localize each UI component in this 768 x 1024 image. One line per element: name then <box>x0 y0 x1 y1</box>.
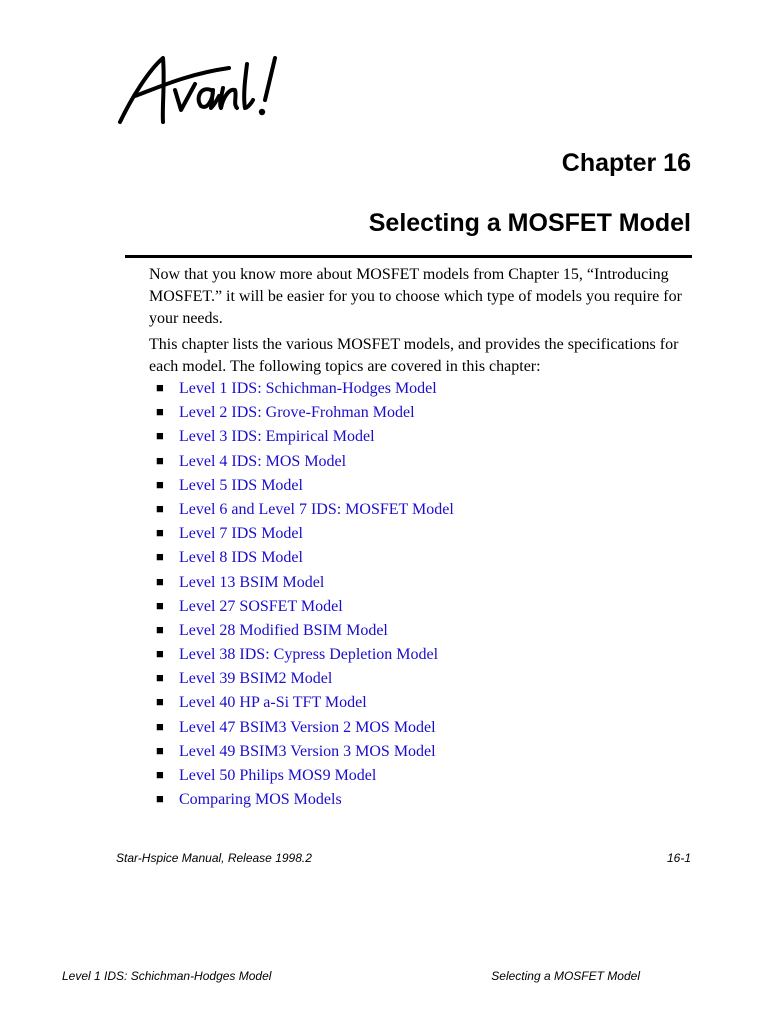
topic-item[interactable] <box>156 449 454 473</box>
bullet-square-icon: ■ <box>156 694 164 710</box>
intro-paragraph-2: This chapter lists the various MOSFET models, and provides the specifications for each model. The following topics are covered in this chapter: <box>149 336 679 375</box>
topic-link[interactable]: Level 2 IDS: Grove-Frohman Model <box>179 404 415 422</box>
topic-link[interactable]: Level 38 IDS: Cypress Depletion Model <box>179 646 439 664</box>
topic-link[interactable]: Level 47 BSIM3 Version 2 MOS Model <box>179 718 436 736</box>
bullet-square-icon: ■ <box>156 718 164 734</box>
topic-item[interactable] <box>156 545 454 569</box>
topic-link[interactable]: Comparing MOS Models <box>179 791 342 809</box>
bullet-square-icon: ■ <box>156 597 164 613</box>
topic-link[interactable]: Level 3 IDS: Empirical Model <box>179 428 375 446</box>
topic-item[interactable] <box>156 618 454 642</box>
intro-paragraph-1: Now that you know more about MOSFET models from Chapter 15, “Introducing MOSFET.” it will be easier for you to choose which type of models you require for your needs. <box>149 266 682 327</box>
topic-item[interactable] <box>156 570 454 594</box>
chapter-title: Selecting a MOSFET Model <box>368 209 691 237</box>
topic-item[interactable] <box>156 473 454 497</box>
title-rule <box>125 255 692 258</box>
topic-link[interactable]: Level 5 IDS Model <box>179 476 303 494</box>
topic-item[interactable] <box>156 763 454 787</box>
topic-link[interactable]: Level 27 SOSFET Model <box>179 597 343 615</box>
topic-item[interactable] <box>156 376 454 400</box>
topic-item[interactable] <box>156 642 454 666</box>
topic-item[interactable] <box>156 715 454 739</box>
bullet-square-icon: ■ <box>156 646 164 662</box>
topic-item[interactable] <box>156 787 454 811</box>
topic-link[interactable]: Level 1 IDS: Schichman-Hodges Model <box>179 380 437 397</box>
chapter-number: Chapter 16 <box>561 149 691 177</box>
bullet-square-icon: ■ <box>156 767 164 782</box>
topic-item[interactable] <box>156 666 454 690</box>
bullet-square-icon: ■ <box>156 380 164 395</box>
bullet-square-icon: ■ <box>156 404 164 420</box>
next-page-header-left: Level 1 IDS: Schichman-Hodges Model <box>62 969 272 983</box>
bullet-square-icon: ■ <box>156 452 164 468</box>
topic-item[interactable] <box>156 739 454 763</box>
topic-link[interactable]: Level 49 BSIM3 Version 3 MOS Model <box>179 742 436 760</box>
topic-link[interactable]: Level 6 and Level 7 IDS: MOSFET Model <box>179 500 454 518</box>
topic-link[interactable]: Level 50 Philips MOS9 Model <box>179 767 377 784</box>
bullet-square-icon: ■ <box>156 549 164 565</box>
topic-item[interactable] <box>156 521 454 545</box>
bullet-square-icon: ■ <box>156 573 164 589</box>
footer-page-number: 16-1 <box>666 851 691 865</box>
topic-item[interactable] <box>156 400 454 424</box>
topic-link[interactable]: Level 13 BSIM Model <box>179 573 325 591</box>
topic-item[interactable] <box>156 497 454 521</box>
next-page-header-right: Selecting a MOSFET Model <box>491 969 640 983</box>
topic-item[interactable] <box>156 690 454 714</box>
topic-link[interactable]: Level 28 Modified BSIM Model <box>179 621 388 639</box>
bullet-square-icon: ■ <box>156 476 164 492</box>
topic-link[interactable]: Level 8 IDS Model <box>179 549 303 567</box>
bullet-square-icon: ■ <box>156 670 164 686</box>
topic-list <box>156 376 454 811</box>
bullet-square-icon: ■ <box>156 525 164 541</box>
bullet-square-icon: ■ <box>156 428 164 444</box>
bullet-square-icon: ■ <box>156 791 164 807</box>
bullet-square-icon: ■ <box>156 742 164 758</box>
footer-manual-title: Star-Hspice Manual, Release 1998.2 <box>116 851 312 865</box>
topic-link[interactable]: Level 40 HP a-Si TFT Model <box>179 694 367 712</box>
avant-logo <box>117 52 282 127</box>
topic-item[interactable] <box>156 594 454 618</box>
bullet-square-icon: ■ <box>156 621 164 637</box>
topic-link[interactable]: Level 4 IDS: MOS Model <box>179 452 347 470</box>
topic-link[interactable]: Level 7 IDS Model <box>179 525 303 543</box>
bullet-square-icon: ■ <box>156 500 164 516</box>
topic-item[interactable] <box>156 424 454 448</box>
topic-link[interactable]: Level 39 BSIM2 Model <box>179 670 333 688</box>
avant-logo-icon <box>117 52 282 127</box>
